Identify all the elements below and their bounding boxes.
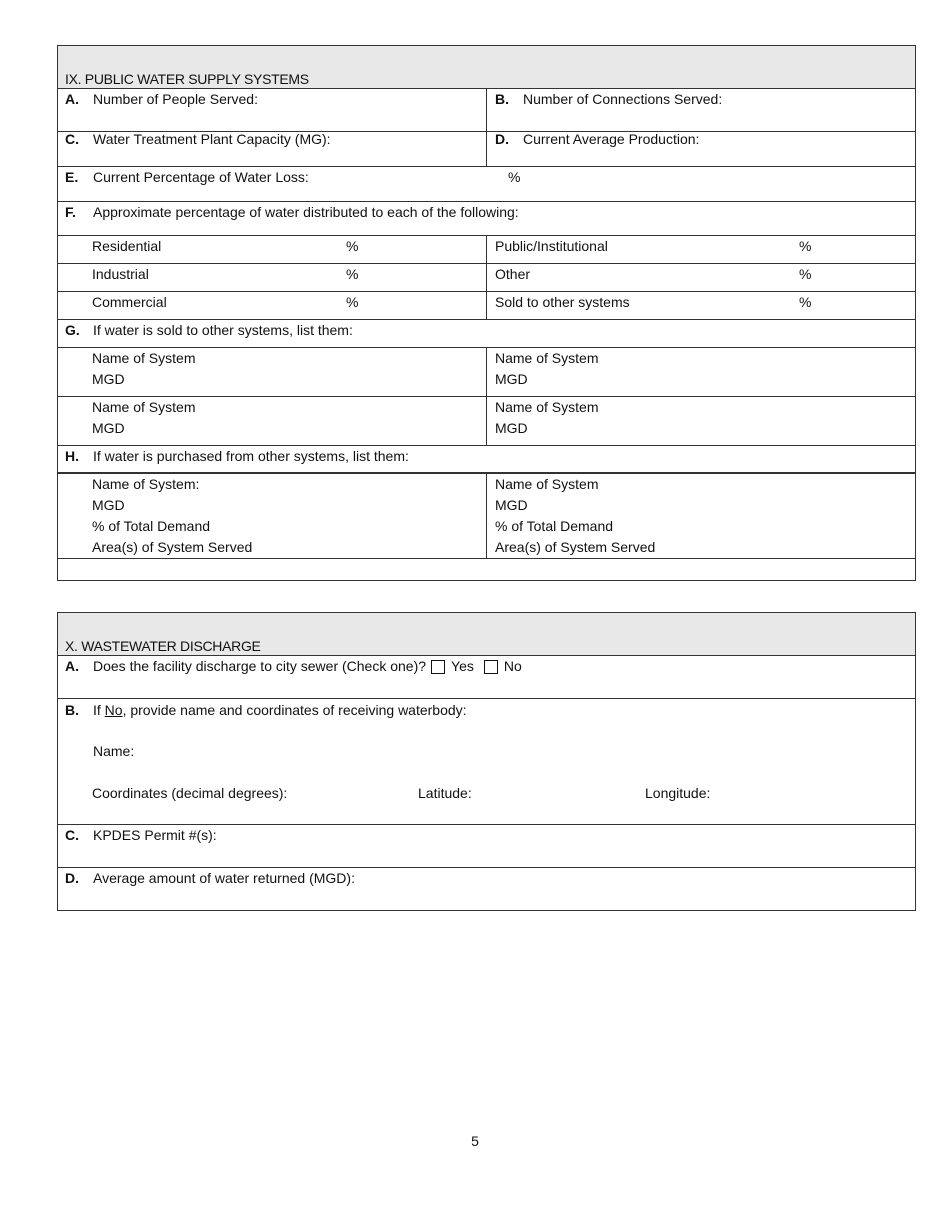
section-ix-table	[57, 45, 916, 581]
letter-c: C.	[65, 827, 79, 843]
receiving-waterbody-heading	[93, 700, 467, 721]
distribution-row	[58, 264, 915, 292]
divider	[486, 474, 487, 558]
page-number: 5	[471, 1133, 479, 1149]
coordinates-label: Coordinates (decimal degrees):	[92, 785, 288, 801]
divider	[486, 264, 487, 291]
sold-system-name-field[interactable]: Name of System	[92, 350, 196, 366]
water-returned-field[interactable]: Average amount of water returned (MGD):	[93, 870, 355, 886]
percent-sign: %	[799, 266, 812, 282]
yes-checkbox[interactable]	[431, 660, 445, 674]
latitude-field[interactable]: Latitude:	[418, 785, 472, 801]
city-sewer-label: Does the facility discharge to city sewer (Check one)?	[93, 658, 427, 674]
water-loss-field[interactable]: Current Percentage of Water Loss:	[93, 169, 309, 185]
percent-sign: %	[508, 169, 521, 185]
purchased-systems-heading: If water is purchased from other systems, list them:	[93, 448, 409, 464]
sold-system-name-field[interactable]: Name of System	[495, 350, 599, 366]
no-label: No	[503, 658, 522, 674]
letter-a: A.	[65, 91, 79, 107]
row-a-b	[58, 89, 915, 132]
percent-sign: %	[346, 266, 359, 282]
divider	[486, 348, 487, 396]
sold-system-mgd-field[interactable]: MGD	[92, 420, 125, 436]
letter-b: B.	[65, 702, 79, 718]
purchased-system-row	[58, 474, 915, 559]
no-checkbox[interactable]	[484, 660, 498, 674]
letter-f: F.	[65, 204, 76, 220]
percent-sign: %	[346, 238, 359, 254]
purchased-demand-field[interactable]: % of Total Demand	[495, 518, 614, 534]
sold-systems-heading: If water is sold to other systems, list them:	[93, 322, 353, 338]
letter-g: G.	[65, 322, 80, 338]
other-field[interactable]: Other	[495, 266, 531, 282]
row-x-c	[58, 825, 915, 868]
connections-served-field[interactable]: Number of Connections Served:	[523, 91, 723, 107]
letter-h: H.	[65, 448, 79, 464]
letter-d: D.	[65, 870, 79, 886]
letter-c: C.	[65, 131, 79, 147]
percent-sign: %	[799, 238, 812, 254]
purchased-name-field[interactable]: Name of System	[495, 476, 599, 492]
purchased-area-field[interactable]: Area(s) of System Served	[495, 539, 656, 555]
plant-capacity-field[interactable]: Water Treatment Plant Capacity (MG):	[93, 131, 331, 147]
no-word: No	[104, 702, 123, 718]
waterbody-label: , provide name and coordinates of receiving waterbody:	[122, 702, 467, 718]
purchased-demand-field[interactable]: % of Total Demand	[92, 518, 211, 534]
row-x-d	[58, 868, 915, 910]
waterbody-name-field[interactable]: Name:	[93, 743, 135, 759]
row-f	[58, 202, 915, 236]
divider	[486, 292, 487, 319]
sold-system-mgd-field[interactable]: MGD	[92, 371, 125, 387]
purchased-name-field[interactable]: Name of System:	[92, 476, 200, 492]
sold-system-mgd-field[interactable]: MGD	[495, 371, 528, 387]
commercial-field[interactable]: Commercial	[92, 294, 167, 310]
distribution-row	[58, 236, 915, 264]
letter-a: A.	[65, 658, 79, 674]
distribution-heading: Approximate percentage of water distributed to each of the following:	[93, 204, 519, 220]
section-x-header	[58, 613, 915, 656]
row-x-a	[58, 656, 915, 699]
row-h	[58, 446, 915, 474]
distribution-row	[58, 292, 915, 320]
longitude-field[interactable]: Longitude:	[645, 785, 711, 801]
row-x-b	[58, 699, 915, 825]
section-x-title: X. WASTEWATER DISCHARGE	[65, 638, 261, 654]
sold-system-mgd-field[interactable]: MGD	[495, 420, 528, 436]
row-g	[58, 320, 915, 348]
section-ix-title: IX. PUBLIC WATER SUPPLY SYSTEMS	[65, 71, 309, 87]
divider	[486, 236, 487, 263]
section-ix-header	[58, 46, 915, 89]
letter-d: D.	[495, 131, 509, 147]
if-prefix: If	[93, 702, 105, 718]
letter-e: E.	[65, 169, 79, 185]
industrial-field[interactable]: Industrial	[92, 266, 149, 282]
yes-label: Yes	[451, 658, 474, 674]
city-sewer-question	[93, 656, 522, 677]
divider	[486, 132, 487, 166]
section-x-table	[57, 612, 916, 911]
purchased-area-field[interactable]: Area(s) of System Served	[92, 539, 253, 555]
sold-system-name-field[interactable]: Name of System	[92, 399, 196, 415]
purchased-mgd-field[interactable]: MGD	[495, 497, 528, 513]
public-institutional-field[interactable]: Public/Institutional	[495, 238, 608, 254]
percent-sign: %	[799, 294, 812, 310]
sold-system-row	[58, 397, 915, 446]
divider	[486, 397, 487, 445]
residential-field[interactable]: Residential	[92, 238, 162, 254]
kpdes-permit-field[interactable]: KPDES Permit #(s):	[93, 827, 217, 843]
purchased-mgd-field[interactable]: MGD	[92, 497, 125, 513]
sold-system-row	[58, 348, 915, 397]
sold-system-name-field[interactable]: Name of System	[495, 399, 599, 415]
letter-b: B.	[495, 91, 509, 107]
divider	[486, 89, 487, 131]
row-c-d	[58, 132, 915, 167]
sold-to-other-systems-field[interactable]: Sold to other systems	[495, 294, 630, 310]
percent-sign: %	[346, 294, 359, 310]
average-production-field[interactable]: Current Average Production:	[523, 131, 700, 147]
people-served-field[interactable]: Number of People Served:	[93, 91, 258, 107]
row-e	[58, 167, 915, 202]
